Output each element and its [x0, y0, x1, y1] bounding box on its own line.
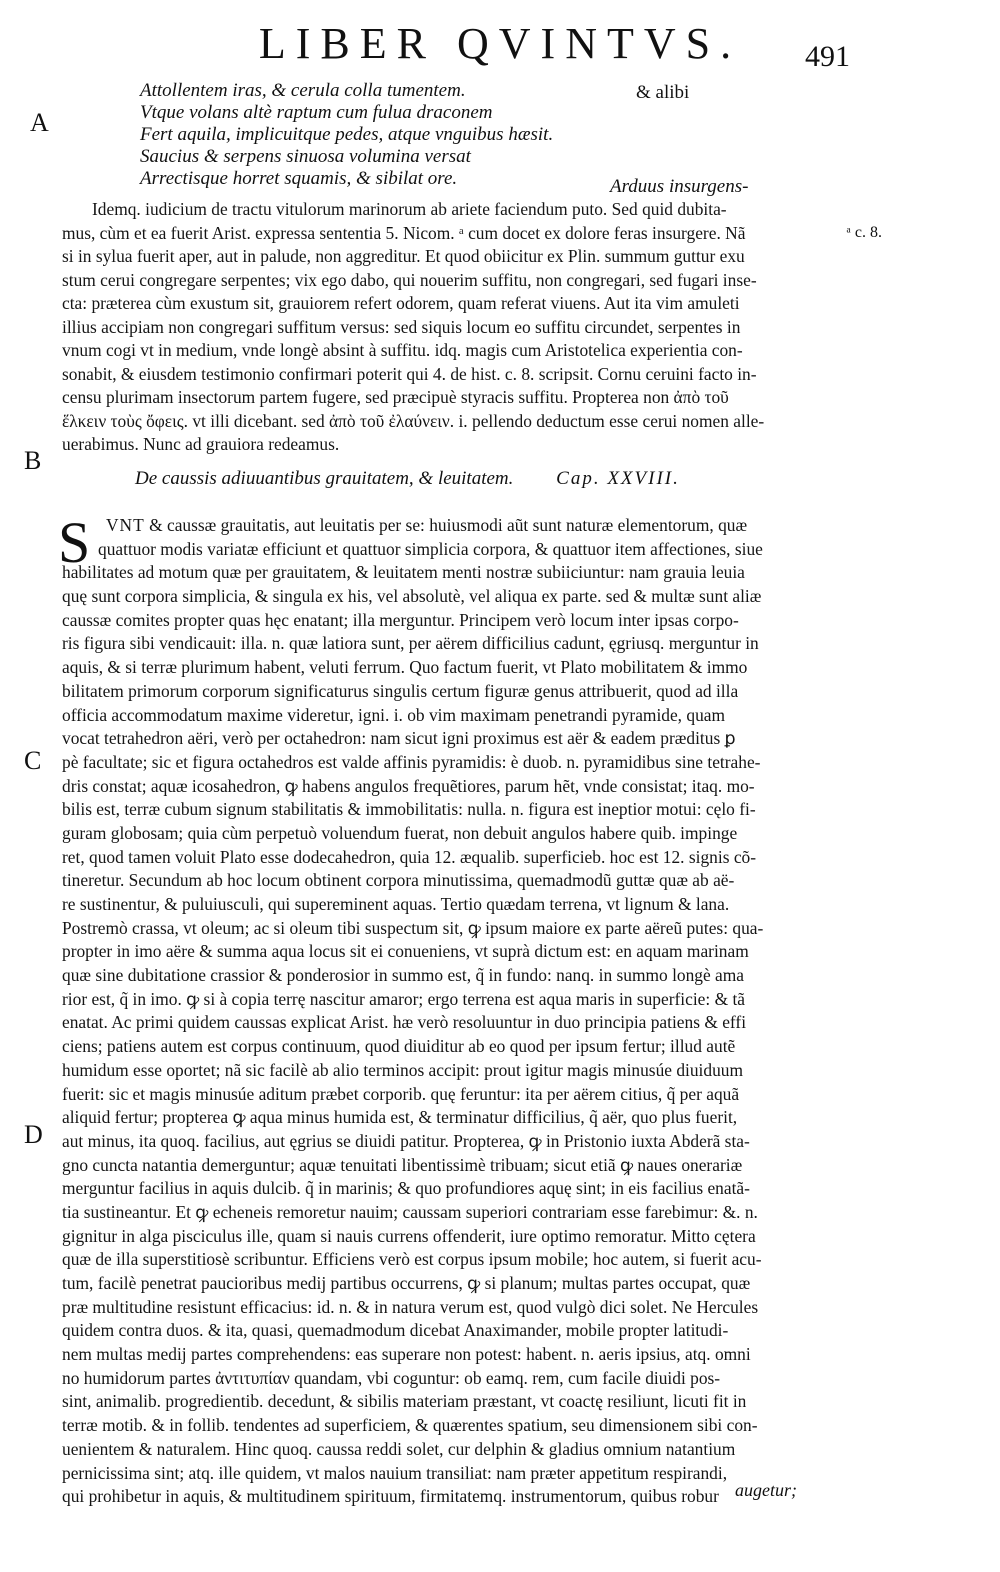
- text-line: quidem contra duos. & ita, quasi, quemadmodum dicebat Anaximander, mobile propter latitudi-: [62, 1320, 729, 1341]
- text-line: mus, cùm et ea fuerit Arist. expressa sententia 5. Nicom. ᵃ cum docet ex dolore feras insurgere. Nã: [62, 222, 746, 243]
- text-line: ret, quod tamen voluit Plato esse dodecahedron, quia 12. æqualib. superficieb. hoc est 12. signis cõ-: [62, 846, 757, 867]
- paragraph-2: [62, 514, 846, 1509]
- margin-note: ᵃ c. 8.: [846, 224, 882, 241]
- verse-line: Vtque volans altè raptum cum fulua draconem: [140, 102, 493, 123]
- text-line: quę sunt corpora simplicia, & singula ex his, vel absolutè, vel aliqua ex parte. sed & multæ sunt aliæ: [62, 586, 762, 607]
- text-line: re sustinentur, & puluiusculi, qui supereminent aquas. Tertio quædam terrena, vt lignum & lana.: [62, 894, 730, 914]
- text-line: sonabit, & eiusdem testimonio confirmari poterit qui 4. de hist. c. 8. scripsit. Cornu ceruini facto in-: [62, 363, 757, 384]
- catchword: augetur;: [735, 1480, 797, 1500]
- text-line: vnum cogi vt in medium, vnde longè absint à suffitu. idq. magis cum Aristotelica experientia con-: [62, 340, 743, 361]
- text-line: pernicissima sint; atq. ille quidem, vt malos nauium transiliat: nam præter appetitum respirandi,: [62, 1462, 728, 1483]
- text-line: bilis est, terræ cubum signum stabilitatis & immobilitatis: nulla. n. figura est ineptior motui: cęlo fi-: [62, 799, 756, 820]
- text-line: sint, animalib. progredientib. decedunt, & sibilis materiam præstant, vt coactę resiliunt, licuti fit in: [62, 1391, 747, 1412]
- text-line: aut minus, ita quoq. facilius, aut ęgrius se diuidi patitur. Propterea, ꝙ in Pristonio iuxta Abderã sta-: [62, 1130, 750, 1151]
- verse-aside-arduus: Arduus insurgens-: [610, 176, 749, 197]
- drop-cap: S: [58, 510, 91, 575]
- text-line: no humidorum partes ἀντιτυπίαν quandam, vbi coguntur: ob eamq. rem, cum facile diuidi pos-: [62, 1367, 721, 1388]
- page-number: 491: [805, 40, 850, 73]
- verse-line: Attollentem iras, & cerula colla tumentem.: [140, 80, 466, 101]
- text-line: gignitur in alga pisciculus ille, quam si nauis currens offenderit, iure optimo remoratur. Mitto cętera: [62, 1225, 756, 1246]
- text-line: Idemq. iudicium de tractu vitulorum marinorum ab ariete faciendum puto. Sed quid dubita-: [92, 199, 727, 219]
- text-line: aquis, & si terræ plurimum habent, veluti ferrum. Quo factum fuerit, vt Plato mobilitatem & immo: [62, 657, 748, 678]
- text-line: dris constat; aquæ icosahedron, ꝙ habens angulos frequẽtiores, parum hẽt, vnde consistat; itaq. mo-: [62, 775, 755, 796]
- text-line: guram globosam; quia cùm perpetuò voluendum fuerat, non debuit angulos habere quib. impinge: [62, 822, 738, 843]
- margin-letter-a: A: [30, 108, 49, 137]
- chapter-title: De caussis adiuuantibus grauitatem, & leuitatem.: [135, 468, 514, 489]
- verse-line: Fert aquila, implicuitque pedes, atque vnguibus hæsit.: [140, 124, 554, 145]
- text-line: tia sustineantur. Et ꝙ echeneis remoretur nauim; caussam superiori contrariam esse farebimur: &. n.: [62, 1201, 758, 1222]
- text-line: ἕλκειν τοὺς ὄφεις. vt illi dicebant. sed ἀπὸ τοῦ ἐλαύνειν. i. pellendo deductum esse cerui nomen alle-: [62, 410, 765, 431]
- text-line: si in sylua fuerit aper, aut in palude, non aggreditur. Et quod obiicitur ex Plin. summum guttur exu: [62, 246, 745, 267]
- margin-letter-d: D: [24, 1120, 43, 1149]
- text-line: [62, 514, 846, 538]
- text-line: quæ de illa superstitiosè scribuntur. Efficiens verò est corpus ipsum mobile; hoc autem, si fuerit acu-: [62, 1249, 762, 1270]
- text-line: censu plurimam insectorum partem fugere, sed præcipuè styracis suffitu. Propterea non ἀπὸ τοῦ: [62, 387, 729, 408]
- text-line: Postremò crassa, vt oleum; ac si oleum tibi suspectum sit, ꝙ ipsum maiore ex parte aëreũ putes: qua-: [62, 917, 764, 938]
- verse-line: Saucius & serpens sinuosa volumina versat: [140, 146, 471, 167]
- text-line: quæ sine dubitatione crassior & ponderosior in summo est, q̃ in fundo: nanq. in summo longè ama: [62, 965, 745, 986]
- text-line: ciens; patiens autem est corpus continuum, quod diuiditur ab eo quod per ipsum fertur; illud autẽ: [62, 1036, 736, 1057]
- text-line: quattuor modis variatæ efficiunt et quattuor simplicia corpora, & quattuor item affectiones, siue: [98, 538, 763, 559]
- text-line: tineretur. Secundum ab hoc locum obtinent corpora minutissima, quemadmodũ guttæ quæ ab aë-: [62, 870, 735, 891]
- text-line: cta: præterea cùm exustum sit, grauiorem refert odorem, quam referat viuens. Aut ita vim amuleti: [62, 293, 740, 314]
- first-word: VNT: [106, 515, 145, 535]
- text-line: rior est, q̃ in imo. ꝙ si à copia terrę nascitur amaror; ergo terrena est aqua maris in superficie: & tã: [62, 988, 745, 1009]
- text-line: caussæ comites propter quas hęc enatant; illa merguntur. Principem verò locum inter ipsas corpo-: [62, 609, 739, 630]
- verse-aside-alibi: & alibi: [636, 82, 690, 103]
- text-line: enatat. Ac primi quidem caussas explicat Arist. hæ verò resoluuntur in duo principia patiens & effi: [62, 1012, 747, 1033]
- text-line: præ multitudine resistunt efficacius: id. n. & in natura verum est, quod vulgò dici solet. Ne Hercules: [62, 1296, 759, 1317]
- text-line: bilitatem primorum corporum significaturus singulis certum figuræ genus attribuerit, quod ad illa: [62, 680, 739, 701]
- first-line-rest: & caussæ grauitatis, aut leuitatis per se: huiusmodi aũt sunt naturæ elementorum, quæ: [149, 515, 748, 535]
- text-line: uerabimus. Nunc ad grauiora redeamus.: [62, 434, 340, 455]
- text-line: tum, facilè penetrat paucioribus medij partibus occurrens, ꝙ si planum; multas partes occupat, quæ: [62, 1273, 751, 1293]
- text-line: qui prohibetur in aquis, & multitudinem spirituum, firmitatemq. instrumentorum, quibus robur: [62, 1486, 719, 1507]
- text-line: gno cuncta natantia demerguntur; aquæ tenuitati libentissimè tribuam; sicut etiã ꝙ naues onerariæ: [62, 1154, 743, 1175]
- text-line: fuerit: sic et magis minusúe aditum præbet corporib. quę feruntur: ita per aërem citius, q̃ per aquã: [62, 1083, 740, 1104]
- text-line: pè facultate; sic et figura octahedros est valde affinis pyramidis: è duob. n. pyramidibus sine tetrahe-: [62, 751, 761, 772]
- margin-letter-b: B: [24, 446, 42, 475]
- text-line: nem multas medij partes comprehendens: eas superare non potest: habent. n. aeris ipsius, atq. omni: [62, 1344, 751, 1365]
- text-line: habilitates ad motum quæ per grauitatem, & leuitatem menti nostræ subiiciuntur: nam grauia leuia: [62, 562, 745, 583]
- margin-letter-c: C: [24, 746, 42, 775]
- text-line: illius accipiam non congregari suffitum versus: sed siquis locum eo suffitu circundet, serpentes in: [62, 316, 741, 337]
- verse-line: Arrectisque horret squamis, & sibilat ore.: [140, 168, 458, 189]
- text-line: ris figura sibi vendicauit: illa. n. quæ latiora sunt, per aërem difficilius cadunt, ęgriusq. merguntur in: [62, 633, 759, 654]
- text-line: terræ motib. & in follib. tendentes ad superficiem, & quærentes spatium, seu dimensionem sibi con-: [62, 1415, 758, 1436]
- text-line: merguntur facilius in aquis dulcib. q̃ in marinis; & quo profundiores aquę sint; in eis facilius enatã-: [62, 1178, 750, 1199]
- text-line: officia accommodatum maxime videretur, igni. i. ob vim maximam penetrandi pyramide, quam: [62, 704, 726, 725]
- verse-quotation: [140, 80, 840, 190]
- chapter-heading: [135, 468, 835, 490]
- text-line: aliquid fertur; propterea ꝙ aqua minus humida est, & terminatur difficilius, q̃ aër, quo plus fuerit,: [62, 1107, 738, 1128]
- text-line: uenientem & naturalem. Hinc quoq. caussa reddi solet, cur delphin & gladius omnium natantium: [62, 1438, 736, 1459]
- text-line: humidum esse oportet; nã sic facilè ab alio terminos accipit: prout igitur magis minusúe diuiduum: [62, 1059, 743, 1080]
- text-line: propter in imo aëre & summa aqua locus sit ei conueniens, vt suprà dictum est: en aquam marinam: [62, 941, 749, 962]
- text-line: stum cerui congregare serpentes; vix ego dabo, qui nouerim suffitu, non congregari, sed fugari inse-: [62, 269, 757, 290]
- running-head: LIBER QVINTVS.: [258, 19, 742, 68]
- chapter-number: Cap. XXVIII.: [556, 468, 680, 489]
- text-line: vocat tetrahedron aëri, verò per octahedron: nam sicut igni proximus est aër & eadem præditus ꝑ: [62, 728, 736, 749]
- paragraph-1: [62, 198, 846, 457]
